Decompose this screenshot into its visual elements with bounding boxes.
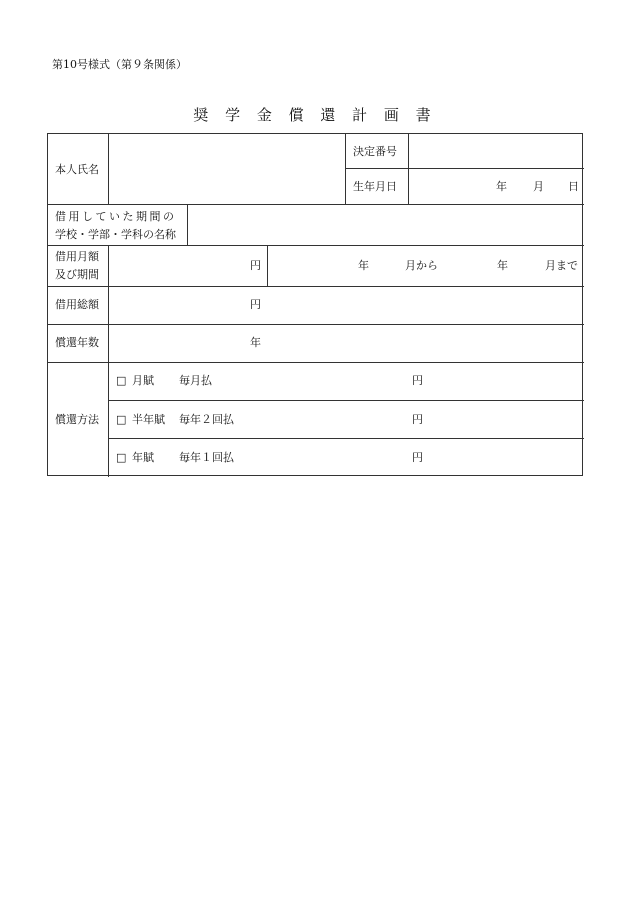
birth-year-unit: 年 [496, 180, 507, 193]
checkbox-icon[interactable]: □ [116, 413, 127, 426]
period-end-month-unit: 月まで [545, 259, 578, 272]
decision-number-field[interactable] [409, 135, 583, 168]
document-title: 奨 学 金 償 還 計 画 書 [193, 106, 437, 124]
monthly-label-line2: 及び期間 [55, 268, 99, 281]
row-divider [345, 168, 584, 169]
period-start-month-unit: 月から [405, 259, 438, 272]
method-frequency: 毎年１回払 [179, 451, 234, 464]
monthly-amount-yen-unit: 円 [250, 259, 261, 272]
school-name-field[interactable] [188, 205, 583, 244]
method-name: 月賦 [132, 374, 154, 387]
birth-date-label: 生年月日 [353, 180, 397, 193]
column-divider [108, 245, 109, 477]
row-divider [48, 286, 584, 287]
total-yen-unit: 円 [250, 298, 261, 311]
row-divider [48, 245, 584, 246]
method-yen-unit: 円 [412, 413, 423, 426]
row-divider [48, 324, 584, 325]
checkbox-icon[interactable]: □ [116, 451, 127, 464]
method-option-monthly[interactable] [116, 375, 126, 386]
name-label: 本人氏名 [55, 163, 99, 176]
method-option-semiannual[interactable] [116, 414, 126, 425]
monthly-label-line1: 借用月額 [55, 250, 99, 263]
birth-month-unit: 月 [533, 180, 544, 193]
row-divider [108, 438, 584, 439]
method-frequency: 毎年２回払 [179, 413, 234, 426]
row-divider [108, 400, 584, 401]
column-divider [345, 134, 346, 204]
period-start-year-unit: 年 [358, 259, 369, 272]
total-label: 借用総額 [55, 298, 99, 311]
checkbox-icon[interactable]: □ [116, 374, 127, 387]
repayment-plan-form [47, 133, 583, 476]
decision-number-label: 決定番号 [353, 145, 397, 158]
years-unit: 年 [250, 336, 261, 349]
name-field[interactable] [109, 135, 344, 203]
school-label-line1: 借用していた期間の [55, 210, 177, 223]
method-option-annual[interactable] [116, 452, 126, 463]
method-name: 年賦 [132, 451, 154, 464]
birth-day-unit: 日 [568, 180, 579, 193]
method-frequency: 毎月払 [179, 374, 212, 387]
years-label: 償還年数 [55, 336, 99, 349]
row-divider [48, 362, 584, 363]
method-yen-unit: 円 [412, 451, 423, 464]
period-end-year-unit: 年 [497, 259, 508, 272]
form-number: 第10号様式（第９条関係） [52, 58, 187, 71]
method-name: 半年賦 [132, 413, 165, 426]
school-label-line2: 学校・学部・学科の名称 [55, 228, 176, 241]
column-divider [267, 245, 268, 286]
method-label: 償還方法 [55, 413, 99, 426]
method-yen-unit: 円 [412, 374, 423, 387]
